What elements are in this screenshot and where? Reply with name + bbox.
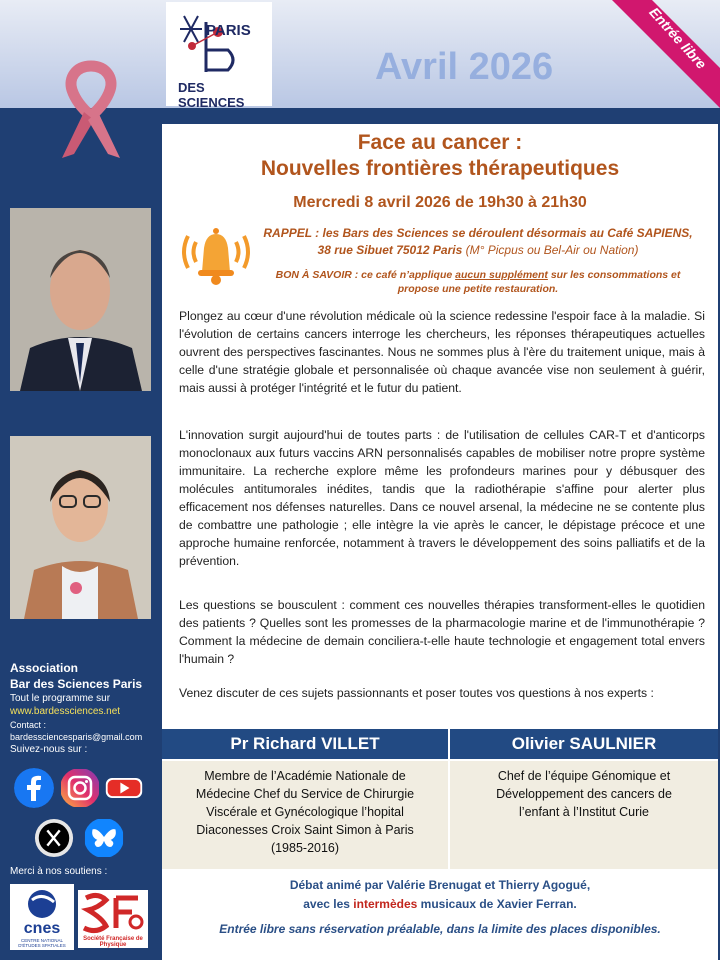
facebook-icon[interactable] bbox=[14, 768, 54, 808]
website-link[interactable]: www.bardessciences.net bbox=[10, 706, 121, 717]
event-title-line2: Nouvelles frontières thérapeutiques bbox=[260, 157, 620, 180]
speaker-name-villet: Pr Richard VILLET bbox=[162, 729, 448, 759]
bon-underlined: aucun supplément bbox=[455, 269, 548, 281]
pink-ribbon-icon bbox=[54, 58, 128, 162]
intro-paragraph: Plongez au cœur d'une révolution médicale où la science redessine l'espoir face à la maladie. Si l'évolution de certains cancers interroge les chercheurs, les réponses thérapeutiques actuelles ouvrent des perspectives fascinantes. Nous ne sommes plus à l'ère du traitement unique, mais à celle d'une stratégie globale et personnalisée où chaque avancée vise non seulement à guérir, mais aussi à protéger l'intégrité et le futur du patient. bbox=[179, 309, 705, 395]
entree-libre-note: Entrée libre sans réservation préalable, dans la limite des places disponibles. bbox=[219, 922, 661, 936]
sfp-logo-text: Société Française de Physique bbox=[83, 936, 143, 948]
bon-prefix: BON À SAVOIR : ce café n’applique bbox=[275, 269, 456, 281]
programme-label: Tout le programme sur bbox=[10, 693, 111, 704]
bluesky-icon[interactable] bbox=[84, 818, 124, 858]
assoc-name-line1: Association bbox=[10, 661, 79, 675]
questions-paragraph: Les questions se bousculent : comment ces nouvelles thérapies transforment-elles le quotidien des patients ? Quelles sont les promesses de la pharmacologie marine et de l'immunothérapie ? Comment la médecine de demain conciliera-t-elle haute technologie et engagement total envers l'humain ? bbox=[179, 598, 705, 666]
cnes-logo-subtitle: CENTRE NATIONAL D'ÉTUDES SPATIALES bbox=[18, 938, 66, 948]
innovation-paragraph: L'innovation surgit aujourd'hui de toutes parts : de l'utilisation de cellules CAR-T et d'anticorps monoclonaux aux futurs vaccins ARN personnalisés capables de mobiliser notre propre système immunitaire. La recherche explore même les profondeurs marines pour y débusquer des molécules antitumorales inédites, tandis que la radiothérapie s'affine pour alerter plus efficacement nos défenses naturelles. Dans ce nouvel arsenal, la médecine ne se contente plus de combattre une pathologie ; elle intègre la vie après le cancer, le dépistage précoce et une approche humaine renforcée, notamment à travers le développement des soins palliatifs et de la prévention. bbox=[179, 428, 705, 568]
youtube-icon[interactable] bbox=[104, 768, 144, 808]
bell-alert-icon bbox=[178, 218, 254, 290]
month-heading: Avril 2026 bbox=[375, 46, 554, 88]
contact-label: Contact : bbox=[10, 720, 47, 730]
x-twitter-icon[interactable] bbox=[34, 818, 74, 858]
speakers-divider bbox=[448, 729, 450, 869]
debate-moderators bbox=[162, 876, 718, 914]
event-date: Mercredi 8 avril 2026 de 19h30 à 21h30 bbox=[293, 194, 587, 211]
event-title bbox=[162, 130, 718, 182]
bon-a-savoir-notice bbox=[258, 268, 698, 296]
instagram-icon[interactable] bbox=[60, 768, 100, 808]
rappel-notice bbox=[258, 225, 698, 259]
main-content-panel bbox=[162, 124, 718, 960]
debate-line2-prefix: avec les bbox=[303, 897, 354, 911]
invite-paragraph: Venez discuter de ces sujets passionnants et poser toutes vos questions à nos experts : bbox=[179, 686, 654, 700]
rappel-bold-text: RAPPEL : les Bars des Sciences se déroulent désormais au Café SAPIENS, 38 rue Sibuet 75012 Paris bbox=[263, 226, 693, 257]
cnes-logo bbox=[10, 884, 74, 950]
logo-text-paris: PARIS bbox=[206, 22, 251, 39]
assoc-name-line2: Bar des Sciences Paris bbox=[10, 677, 143, 691]
debate-line2-suffix: musicaux de Xavier Ferran. bbox=[417, 897, 577, 911]
speaker-photo-saulnier bbox=[10, 436, 151, 619]
debate-line2 bbox=[162, 895, 718, 914]
cnes-logo-text: cnes bbox=[23, 920, 61, 937]
event-title-line1: Face au cancer : bbox=[357, 131, 523, 154]
contact-email-link[interactable]: bardessciencesparis@gmail.com bbox=[10, 732, 143, 742]
speaker-bio-saulnier: Chef de l’équipe Génomique et Développement des cancers de l’enfant à l’Institut Curie bbox=[450, 761, 718, 869]
sfp-logo bbox=[78, 890, 148, 948]
rappel-metro-text: (M° Picpus ou Bel-Air ou Nation) bbox=[462, 243, 639, 257]
thanks-label: Merci à nos soutiens : bbox=[10, 866, 108, 877]
bar-des-sciences-logo bbox=[166, 2, 272, 110]
bon-suffix: sur les consommations et propose une petite restauration. bbox=[397, 269, 681, 295]
entree-libre-badge: Entrée libre bbox=[646, 4, 710, 72]
debate-line2-intermedes: intermèdes bbox=[353, 897, 418, 911]
follow-label: Suivez-nous sur : bbox=[10, 744, 88, 755]
speaker-bio-villet: Membre de l’Académie Nationale de Médecine Chef du Service de Chirurgie Viscérale et Gynécologique l’hopital Diaconesses Croix Saint Simon à Paris (1985-2016) bbox=[162, 761, 448, 869]
association-info bbox=[10, 660, 160, 756]
debate-line1: Débat animé par Valérie Brenugat et Thierry Agogué, bbox=[289, 878, 591, 892]
speaker-name-saulnier: Olivier SAULNIER bbox=[450, 729, 718, 759]
speaker-photo-villet bbox=[10, 208, 151, 391]
logo-text-des-sciences: DES SCIENCES bbox=[178, 80, 245, 110]
